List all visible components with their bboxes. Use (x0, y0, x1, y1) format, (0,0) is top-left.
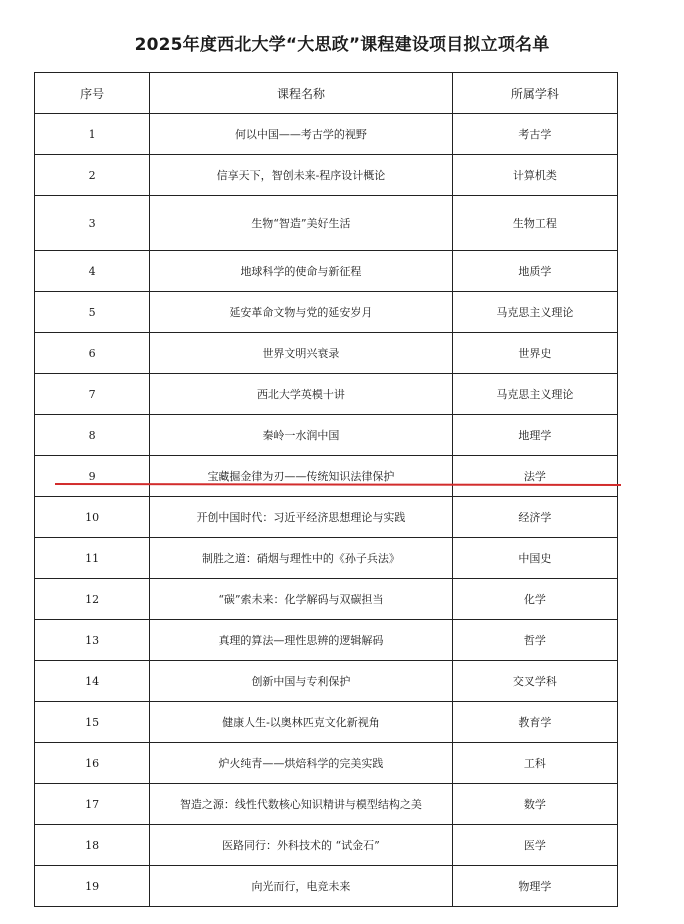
row-subject: 法学 (452, 456, 617, 497)
row-course-name: 信享天下，智创未来-程序设计概论 (150, 155, 453, 196)
table-row (35, 538, 618, 579)
table-row (35, 620, 618, 661)
row-index: 19 (35, 866, 150, 907)
table-row (35, 743, 618, 784)
course-table (34, 72, 618, 907)
header-course-name: 课程名称 (150, 73, 453, 114)
document-title: 2025年度西北大学“大思政”课程建设项目拟立项名单 (134, 35, 550, 55)
row-index: 16 (35, 743, 150, 784)
row-index: 1 (35, 114, 150, 155)
table-row (35, 155, 618, 196)
row-index: 2 (35, 155, 150, 196)
row-subject: 教育学 (452, 702, 617, 743)
row-subject: 中国史 (452, 538, 617, 579)
row-course-name: 世界文明兴衰录 (150, 333, 453, 374)
row-course-name: 炉火纯青——烘焙科学的完美实践 (150, 743, 453, 784)
row-course-name: 何以中国——考古学的视野 (150, 114, 453, 155)
table-row (35, 374, 618, 415)
row-index: 17 (35, 784, 150, 825)
table-row (35, 661, 618, 702)
row-course-name: 地球科学的使命与新征程 (150, 251, 453, 292)
row-course-name: 宝藏掘金律为刃——传统知识法律保护 (150, 456, 453, 497)
row-subject: 马克思主义理论 (452, 374, 617, 415)
row-subject: 经济学 (452, 497, 617, 538)
header-subject: 所属学科 (452, 73, 617, 114)
row-subject: 马克思主义理论 (452, 292, 617, 333)
row-index: 9 (35, 456, 150, 497)
table-header-row (35, 73, 618, 114)
row-course-name: 秦岭一水润中国 (150, 415, 453, 456)
table-row (35, 784, 618, 825)
row-subject: 地理学 (452, 415, 617, 456)
row-subject: 世界史 (452, 333, 617, 374)
row-course-name: 智造之源：线性代数核心知识精讲与模型结构之美 (150, 784, 453, 825)
row-index: 7 (35, 374, 150, 415)
header-index: 序号 (35, 73, 150, 114)
row-course-name: “碳”索未来：化学解码与双碳担当 (150, 579, 453, 620)
row-index: 10 (35, 497, 150, 538)
row-subject: 工科 (452, 743, 617, 784)
row-subject: 考古学 (452, 114, 617, 155)
row-subject: 地质学 (452, 251, 617, 292)
row-subject: 数学 (452, 784, 617, 825)
row-index: 14 (35, 661, 150, 702)
table-row (35, 456, 618, 497)
table-row (35, 825, 618, 866)
row-index: 15 (35, 702, 150, 743)
row-course-name: 健康人生-以奥林匹克文化新视角 (150, 702, 453, 743)
row-subject: 化学 (452, 579, 617, 620)
table-row (35, 702, 618, 743)
table-row (35, 415, 618, 456)
row-index: 6 (35, 333, 150, 374)
row-course-name: 真理的算法—理性思辨的逻辑解码 (150, 620, 453, 661)
table-row (35, 866, 618, 907)
row-course-name: 延安革命文物与党的延安岁月 (150, 292, 453, 333)
table-row (35, 292, 618, 333)
row-course-name: 向光而行，电竞未来 (150, 866, 453, 907)
row-subject: 物理学 (452, 866, 617, 907)
table-row (35, 114, 618, 155)
table-row (35, 497, 618, 538)
row-subject: 医学 (452, 825, 617, 866)
row-index: 13 (35, 620, 150, 661)
row-course-name: 生物“智造”美好生活 (150, 196, 453, 251)
row-index: 5 (35, 292, 150, 333)
row-index: 18 (35, 825, 150, 866)
row-course-name: 制胜之道：硝烟与理性中的《孙子兵法》 (150, 538, 453, 579)
row-index: 3 (35, 196, 150, 251)
table-row (35, 579, 618, 620)
row-subject: 生物工程 (452, 196, 617, 251)
table-row (35, 196, 618, 251)
row-index: 4 (35, 251, 150, 292)
row-index: 12 (35, 579, 150, 620)
table-row (35, 333, 618, 374)
row-index: 8 (35, 415, 150, 456)
row-subject: 计算机类 (452, 155, 617, 196)
row-subject: 哲学 (452, 620, 617, 661)
row-course-name: 西北大学英模十讲 (150, 374, 453, 415)
row-course-name: 开创中国时代：习近平经济思想理论与实践 (150, 497, 453, 538)
row-subject: 交叉学科 (452, 661, 617, 702)
row-index: 11 (35, 538, 150, 579)
row-course-name: 医路同行：外科技术的 “试金石” (150, 825, 453, 866)
table-row (35, 251, 618, 292)
row-course-name: 创新中国与专利保护 (150, 661, 453, 702)
